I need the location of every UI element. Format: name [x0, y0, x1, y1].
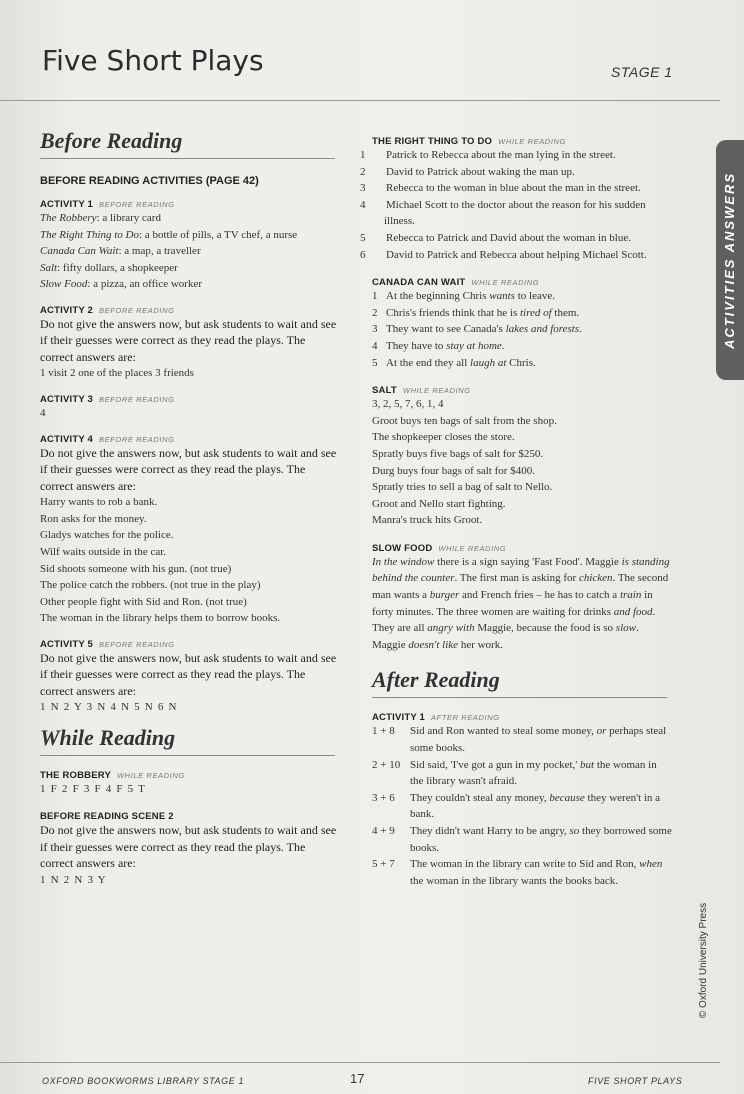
- play-title: Salt: [40, 261, 58, 274]
- play-title: The Right Thing to Do: [40, 228, 140, 241]
- list-item: [360, 197, 672, 230]
- play-title: Slow Food: [40, 278, 88, 291]
- item-text: They want to see Canada's: [386, 323, 506, 336]
- list-item: [372, 790, 672, 823]
- activity-tag: AFTER READING: [431, 713, 500, 723]
- answer-word: chicken: [578, 572, 613, 585]
- text: . The second man wants a: [372, 572, 669, 602]
- answer-word: slow: [615, 622, 636, 635]
- activity-label: THE RIGHT THING TO DO: [372, 136, 493, 147]
- answer-word: doesn't like: [408, 638, 459, 651]
- text: Maggie, because the food is so: [474, 622, 616, 635]
- text: in forty minutes. The three women are waiting for drinks: [372, 589, 653, 618]
- slow-food-head: [372, 543, 672, 554]
- text: . They are all: [372, 605, 656, 635]
- list-item: [372, 355, 672, 372]
- item-text: : a library card: [96, 212, 161, 224]
- list-item: [372, 288, 672, 305]
- item-text: They didn't want Harry to be angry,: [410, 825, 570, 837]
- answer-word: stay at home: [446, 339, 502, 352]
- footer-series: OXFORD BOOKWORMS LIBRARY STAGE 1: [42, 1076, 245, 1086]
- answer-word: burger: [429, 589, 460, 602]
- list-item: Manra's truck hits Groot.: [372, 514, 483, 527]
- item-text: David to Patrick about waking the man up.: [386, 165, 575, 178]
- activity-5-head: [40, 639, 340, 650]
- item-text: : a map, a traveller: [118, 245, 201, 258]
- answers: 1 F 2 F 3 F 4 F 5 T: [40, 783, 147, 796]
- activity-label: ACTIVITY 2: [40, 304, 94, 316]
- activity-tag: WHILE READING: [402, 386, 471, 396]
- answer-word: In the window: [372, 555, 435, 568]
- list-item: The woman in the library helps them to borrow books.: [40, 612, 281, 625]
- activity-label: SALT: [372, 385, 397, 397]
- item-number: 1: [372, 290, 378, 303]
- section-tab-label: ACTIVITIES ANSWERS: [722, 171, 738, 349]
- bra-heading: BEFORE READING ACTIVITIES (PAGE 42): [40, 175, 259, 187]
- robbery-head: [40, 770, 340, 781]
- answer-word: angry with: [427, 622, 475, 635]
- list-item: Harry wants to rob a bank.: [40, 496, 158, 509]
- copyright-wrap: [696, 880, 712, 1040]
- item-text-end: they borrowed some books.: [410, 825, 672, 854]
- activity-label: ACTIVITY 5: [40, 638, 94, 650]
- item-text: Rebecca to the woman in blue about the man in the street.: [386, 182, 641, 195]
- activity-label: ACTIVITY 4: [40, 433, 94, 445]
- item-text: The woman in the library can write to Sid and Ron,: [410, 858, 640, 871]
- item-text: Patrick to Rebecca about the man lying in the street.: [386, 149, 616, 161]
- activity-tag: WHILE READING: [438, 543, 507, 553]
- item-text: At the beginning Chris: [386, 290, 490, 303]
- item-text: Sid said, 'I've got a gun in my pocket,': [410, 758, 581, 771]
- brs2-head: BEFORE READING SCENE 2: [40, 811, 174, 823]
- item-number: 4: [372, 339, 378, 352]
- list-item: Other people fight with Sid and Ron. (not true): [40, 595, 247, 608]
- item-text: Rebecca to Patrick and David about the woman in blue.: [386, 231, 631, 244]
- item-number: 5: [372, 356, 378, 369]
- item-text-end: they weren't in a bank.: [410, 791, 661, 821]
- list-item: [372, 757, 672, 790]
- list-item: Durg buys four bags of salt for $400.: [372, 464, 535, 477]
- bottom-rule: [0, 1062, 720, 1063]
- list-item: [360, 164, 672, 181]
- item-number: 5 + 7: [372, 858, 395, 871]
- page-number: 17: [350, 1071, 365, 1086]
- item-text: They have to: [386, 339, 447, 352]
- item-number: 2 + 10: [372, 758, 401, 771]
- item-text: At the end they all: [386, 356, 471, 369]
- answers: 1 N 2 Y 3 N 4 N 5 N 6 N: [40, 701, 178, 714]
- item-text-end: the woman in the library wasn't afraid.: [410, 758, 657, 788]
- answer-word: when: [639, 858, 663, 871]
- list-item: [372, 723, 672, 756]
- answer-word: train: [619, 589, 642, 602]
- list-item: [360, 180, 672, 197]
- list-item: Groot and Nello start fighting.: [372, 497, 506, 510]
- list-item: Groot buys ten bags of salt from the shop.: [372, 414, 557, 427]
- activity-2-head: [40, 305, 340, 316]
- right-column: [360, 136, 672, 889]
- list-item: Spratly tries to sell a bag of salt to Nello.: [372, 481, 553, 494]
- activity-tag: BEFORE READING: [99, 639, 175, 649]
- item-text: They couldn't steal any money,: [410, 791, 550, 804]
- instructions: Do not give the answers now, but ask students to wait and see if their guesses were correct as they read the plays. The correct answers are:: [40, 650, 337, 698]
- item-text: Sid and Ron wanted to steal some money,: [410, 725, 597, 738]
- activity-label: THE ROBBERY: [40, 770, 111, 782]
- activity-tag: BEFORE READING: [99, 395, 175, 405]
- activity-1-head: [40, 199, 340, 210]
- item-text: Chris's friends think that he is: [386, 306, 520, 319]
- list-item: Ron asks for the money.: [40, 512, 147, 525]
- item-text-end: the woman in the library wants the books back.: [410, 874, 619, 887]
- list-item: [40, 210, 340, 227]
- item-text-end: to leave.: [514, 290, 555, 303]
- after-reading-heading: After Reading: [372, 667, 667, 698]
- instructions: Do not give the answers now, but ask students to wait and see if their guesses were correct as they read the plays. The correct answers are:: [40, 316, 337, 364]
- answers: 4: [40, 407, 46, 420]
- play-title: Canada Can Wait: [40, 245, 119, 258]
- instructions: Do not give the answers now, but ask students to wait and see if their guesses were correct as they read the plays. The correct answers are:: [40, 823, 337, 871]
- item-text-end: .: [579, 323, 582, 336]
- activity-label: ACTIVITY 3: [40, 394, 94, 406]
- answer-word: or: [596, 725, 607, 738]
- ccw-head: [372, 277, 672, 288]
- activity-3-head: [40, 394, 340, 405]
- list-item: [40, 276, 340, 293]
- list-item: [372, 823, 672, 856]
- answer-word: and food: [613, 605, 653, 618]
- answer-word: because: [549, 791, 585, 804]
- item-number: 1: [360, 149, 366, 161]
- item-number: 4: [360, 198, 366, 211]
- text: . The first man is asking for: [454, 572, 579, 585]
- stage-label: STAGE 1: [611, 64, 673, 80]
- play-title: The Robbery: [40, 212, 97, 224]
- activity-tag: WHILE READING: [498, 137, 566, 146]
- list-item: [40, 227, 340, 244]
- activity-tag: BEFORE READING: [99, 434, 175, 444]
- list-item: [372, 321, 672, 338]
- item-number: 1 + 8: [372, 725, 395, 738]
- list-item: [372, 338, 672, 355]
- activity-tag: WHILE READING: [471, 278, 540, 288]
- answer-word: but: [580, 758, 595, 771]
- item-number: 3: [360, 182, 366, 195]
- item-number: 2: [372, 306, 378, 319]
- item-text-end: Chris.: [506, 356, 536, 369]
- before-reading-heading: Before Reading: [40, 128, 335, 159]
- left-column: [40, 128, 340, 888]
- text: . Maggie: [372, 622, 639, 651]
- item-text: : a pizza, an office worker: [87, 278, 202, 291]
- activity-tag: BEFORE READING: [99, 200, 175, 209]
- item-text: : fifty dollars, a shopkeeper: [57, 261, 178, 274]
- list-item: [360, 247, 672, 264]
- text: there is a sign saying 'Fast Food'. Maggie: [434, 555, 622, 568]
- slow-food-paragraph: [372, 554, 672, 654]
- answer-word: is standing behind the counter: [372, 555, 670, 585]
- footer-book-title: FIVE SHORT PLAYS: [588, 1076, 683, 1086]
- list-item: [372, 305, 672, 322]
- answer-word: tired of: [519, 306, 552, 319]
- activity-4-head: [40, 434, 340, 445]
- answer-word: laugh at: [470, 356, 507, 369]
- list-item: 3, 2, 5, 7, 6, 1, 4: [372, 398, 444, 411]
- list-item: Wilf waits outside in the car.: [40, 545, 167, 558]
- list-item: The police catch the robbers. (not true in the play): [40, 579, 261, 592]
- item-text: : a bottle of pills, a TV chef, a nurse: [139, 228, 298, 241]
- item-number: 6: [360, 248, 366, 261]
- ar-activity-1-head: [372, 712, 672, 723]
- list-item: [40, 260, 340, 277]
- answers: 1 N 2 N 3 Y: [40, 873, 107, 886]
- salt-head: [372, 385, 672, 396]
- item-text-end: perhaps steal some books.: [410, 725, 667, 755]
- answer-word: lakes and forests: [505, 323, 580, 336]
- answer-word: wants: [489, 290, 515, 303]
- activity-label: ACTIVITY 1: [40, 199, 94, 210]
- item-number: 5: [360, 231, 366, 244]
- activity-tag: BEFORE READING: [99, 305, 175, 315]
- item-text-end: .: [501, 339, 505, 352]
- section-tab-label-wrap: [716, 140, 744, 380]
- instructions: Do not give the answers now, but ask students to wait and see if their guesses were correct as they read the plays. The correct answers are:: [40, 445, 337, 493]
- list-item: Gladys watches for the police.: [40, 529, 174, 542]
- list-item: [372, 856, 672, 889]
- activity-label: SLOW FOOD: [372, 542, 433, 554]
- item-text: David to Patrick and Rebecca about helping Michael Scott.: [386, 248, 647, 261]
- list-item: Sid shoots someone with his gun. (not true): [40, 562, 232, 575]
- activity-label: CANADA CAN WAIT: [372, 277, 466, 289]
- page-title: Five Short Plays: [42, 44, 264, 77]
- answers: 1 visit 2 one of the places 3 friends: [40, 367, 194, 380]
- list-item: Spratly buys five bags of salt for $250.: [372, 447, 544, 460]
- activity-label: ACTIVITY 1: [372, 712, 426, 724]
- top-rule: [0, 100, 720, 101]
- activity-tag: WHILE READING: [117, 771, 185, 781]
- item-text: Michael Scott to the doctor about the reason for his sudden illness.: [384, 198, 646, 228]
- item-number: 3 + 6: [372, 791, 395, 804]
- copyright-text: © Oxford University Press: [698, 902, 710, 1018]
- list-item: [360, 230, 672, 247]
- text: and French fries – he has to catch a: [459, 589, 620, 602]
- text: her work.: [458, 638, 503, 651]
- list-item: The shopkeeper closes the store.: [372, 431, 515, 444]
- list-item: [40, 243, 340, 260]
- rtd-head: [372, 136, 672, 147]
- item-number: 2: [360, 165, 366, 178]
- while-reading-heading: While Reading: [40, 725, 335, 756]
- answer-word: so: [569, 825, 580, 837]
- item-text-end: them.: [551, 306, 580, 319]
- list-item: [360, 147, 672, 164]
- item-number: 4 + 9: [372, 825, 395, 837]
- item-number: 3: [372, 323, 378, 336]
